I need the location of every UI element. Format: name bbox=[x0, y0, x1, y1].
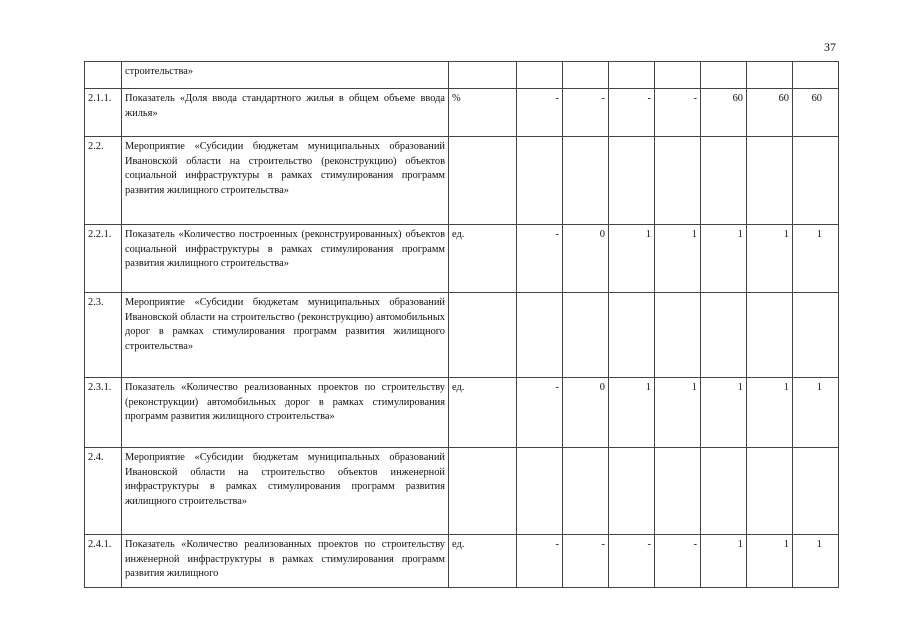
value-cell: - bbox=[655, 535, 701, 588]
value-cell bbox=[517, 137, 563, 225]
value-cell bbox=[701, 137, 747, 225]
value-cell: - bbox=[563, 535, 609, 588]
value-cell: 0 bbox=[563, 225, 609, 293]
value-cell bbox=[609, 293, 655, 378]
table-row bbox=[85, 293, 839, 378]
value-cell: 1 bbox=[747, 378, 793, 448]
row-number: 2.2. bbox=[85, 137, 122, 225]
value-cell bbox=[655, 293, 701, 378]
row-unit bbox=[449, 448, 517, 535]
value-cell: 60 bbox=[793, 89, 839, 137]
value-cell bbox=[655, 448, 701, 535]
value-cell bbox=[563, 137, 609, 225]
table-row bbox=[85, 378, 839, 448]
value-cell: 1 bbox=[701, 225, 747, 293]
value-cell bbox=[747, 293, 793, 378]
row-unit: ед. bbox=[449, 535, 517, 588]
value-cell bbox=[655, 137, 701, 225]
value-cell: 1 bbox=[701, 378, 747, 448]
table-row bbox=[85, 89, 839, 137]
row-name: Мероприятие «Субсидии бюджетам муниципальных образований Ивановской области на строительство объектов инженерной инфраструктуры в рамках стимулирования программ развития жилищного строительства» bbox=[122, 448, 449, 535]
value-cell bbox=[701, 448, 747, 535]
indicators-table bbox=[84, 61, 839, 588]
value-cell bbox=[793, 448, 839, 535]
row-number: 2.1.1. bbox=[85, 89, 122, 137]
value-cell: 1 bbox=[793, 535, 839, 588]
row-name: Показатель «Количество реализованных проектов по строительству инженерной инфраструктуры в рамках стимулирования программ развития жилищного bbox=[122, 535, 449, 588]
value-cell: 1 bbox=[793, 225, 839, 293]
table-row bbox=[85, 535, 839, 588]
row-unit bbox=[449, 62, 517, 89]
table-body bbox=[85, 62, 839, 588]
value-cell: 60 bbox=[747, 89, 793, 137]
row-unit: % bbox=[449, 89, 517, 137]
value-cell bbox=[793, 137, 839, 225]
value-cell: - bbox=[517, 535, 563, 588]
row-number: 2.3. bbox=[85, 293, 122, 378]
table-row bbox=[85, 225, 839, 293]
table-row bbox=[85, 448, 839, 535]
value-cell bbox=[701, 293, 747, 378]
row-number: 2.2.1. bbox=[85, 225, 122, 293]
row-number bbox=[85, 62, 122, 89]
value-cell: 1 bbox=[609, 225, 655, 293]
value-cell: - bbox=[655, 89, 701, 137]
value-cell: 1 bbox=[747, 535, 793, 588]
row-number: 2.4. bbox=[85, 448, 122, 535]
value-cell bbox=[563, 62, 609, 89]
value-cell: 1 bbox=[655, 225, 701, 293]
table-row bbox=[85, 62, 839, 89]
value-cell bbox=[517, 293, 563, 378]
row-unit: ед. bbox=[449, 378, 517, 448]
value-cell bbox=[655, 62, 701, 89]
value-cell bbox=[609, 137, 655, 225]
value-cell bbox=[793, 293, 839, 378]
value-cell: - bbox=[517, 89, 563, 137]
row-number: 2.3.1. bbox=[85, 378, 122, 448]
row-name: Мероприятие «Субсидии бюджетам муниципальных образований Ивановской области на строительство (реконструкцию) автомобильных дорог в рамках стимулирования программ развития жилищного строительства» bbox=[122, 293, 449, 378]
value-cell bbox=[747, 137, 793, 225]
value-cell: - bbox=[563, 89, 609, 137]
value-cell: 1 bbox=[747, 225, 793, 293]
value-cell: 1 bbox=[701, 535, 747, 588]
value-cell: - bbox=[609, 89, 655, 137]
value-cell bbox=[793, 62, 839, 89]
value-cell bbox=[563, 448, 609, 535]
value-cell bbox=[563, 293, 609, 378]
value-cell: 1 bbox=[655, 378, 701, 448]
value-cell bbox=[609, 448, 655, 535]
value-cell: 60 bbox=[701, 89, 747, 137]
value-cell: - bbox=[609, 535, 655, 588]
value-cell bbox=[609, 62, 655, 89]
row-unit bbox=[449, 137, 517, 225]
row-number: 2.4.1. bbox=[85, 535, 122, 588]
row-name: Показатель «Количество реализованных проектов по строительству (реконструкции) автомобильных дорог в рамках стимулирования программ развития жилищного строительства» bbox=[122, 378, 449, 448]
row-unit bbox=[449, 293, 517, 378]
page-number: 37 bbox=[824, 40, 836, 54]
value-cell: - bbox=[517, 378, 563, 448]
row-unit: ед. bbox=[449, 225, 517, 293]
row-name: Показатель «Количество построенных (реконструированных) объектов социальной инфраструктуры в рамках стимулирования программ развития жилищного строительства» bbox=[122, 225, 449, 293]
value-cell bbox=[517, 62, 563, 89]
value-cell bbox=[517, 448, 563, 535]
value-cell bbox=[701, 62, 747, 89]
table-row bbox=[85, 137, 839, 225]
value-cell: - bbox=[517, 225, 563, 293]
value-cell: 1 bbox=[793, 378, 839, 448]
row-name: Мероприятие «Субсидии бюджетам муниципальных образований Ивановской области на строительство (реконструкцию) объектов социальной инфраструктуры в рамках стимулирования программ развития жилищного строительства» bbox=[122, 137, 449, 225]
row-name: строительства» bbox=[122, 62, 449, 89]
value-cell bbox=[747, 62, 793, 89]
value-cell: 1 bbox=[609, 378, 655, 448]
value-cell bbox=[747, 448, 793, 535]
value-cell: 0 bbox=[563, 378, 609, 448]
row-name: Показатель «Доля ввода стандартного жилья в общем объеме ввода жилья» bbox=[122, 89, 449, 137]
